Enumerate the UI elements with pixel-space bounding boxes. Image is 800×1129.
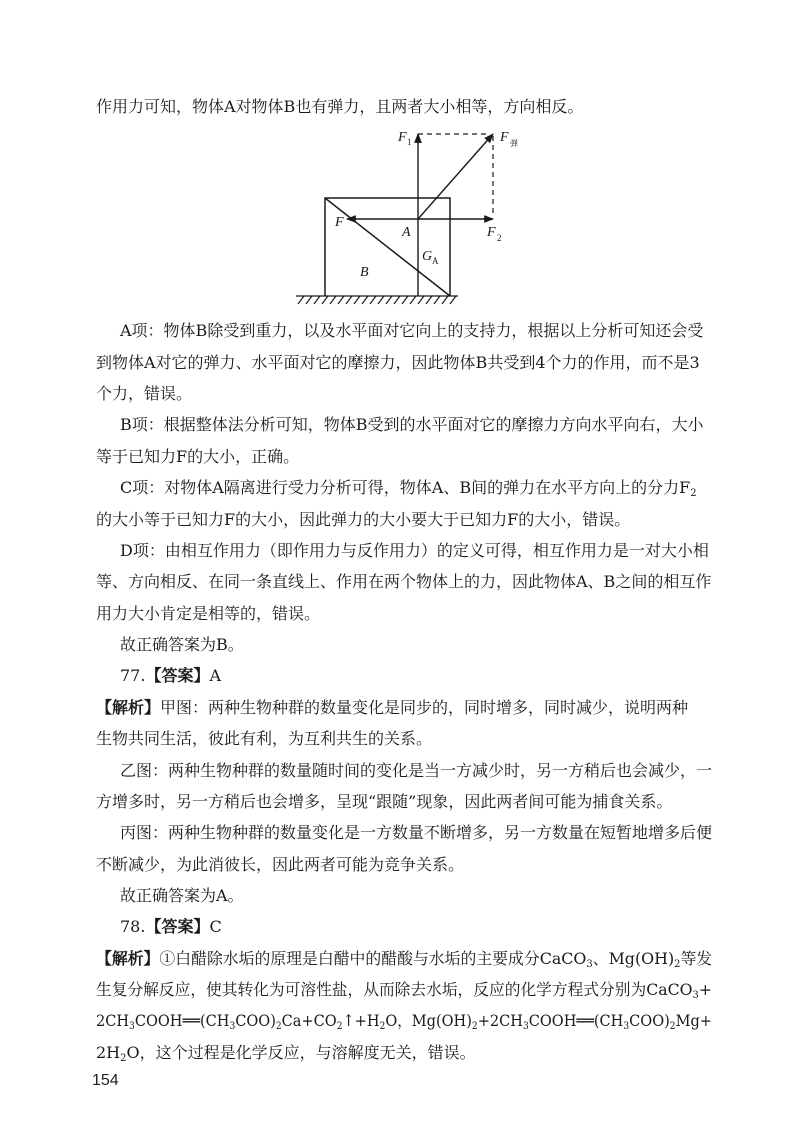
page-number: 154 xyxy=(92,1072,119,1089)
q77-analysis-line1: 【解析】甲图：两种生物种群的数量变化是同步的，同时增多，同时减少，说明两种 xyxy=(96,698,689,717)
label-ga-sub: A xyxy=(432,256,439,266)
q76-conclusion: 故正确答案为B。 xyxy=(120,635,244,654)
label-f1: F xyxy=(398,130,407,145)
q76-option-d-line2: 等、方向相反、在同一条直线上、作用在两个物体上的力，因此物体A、B之间的相互作 xyxy=(96,572,712,591)
q76-option-c-line1: C项：对物体A隔离进行受力分析可得，物体A、B间的弹力在水平方向上的分力$F_2$ xyxy=(120,478,697,499)
q78-analysis-line2: 生复分解反应，使其转化为可溶性盐，从而除去水垢，反应的化学方程式分别为CaCO$_3$+ xyxy=(96,980,712,1001)
q76-option-d-line1: D项：由相互作用力（即作用力与反作用力）的定义可得，相互作用力是一对大小相 xyxy=(120,541,709,560)
q76-option-c-line2: 的大小等于已知力F的大小，因此弹力的大小要大于已知力F的大小，错误。 xyxy=(96,510,631,529)
q78-analysis-line1: 【解析】①白醋除水垢的原理是白醋中的醋酸与水垢的主要成分CaCO$_3$、$Mg(OH)_2$等发 xyxy=(96,949,713,970)
q77-analysis-line2: 生物共同生活，彼此有利，为互利共生的关系。 xyxy=(96,729,433,748)
q77-yi-line2: 方增多时，另一方稍后也会增多，呈现“跟随”现象，因此两者间可能为捕食关系。 xyxy=(96,792,673,811)
q76-option-a-line1: A项：物体B除受到重力，以及水平面对它向上的支持力，根据以上分析可知还会受 xyxy=(120,321,704,340)
label-f1-sub: 1 xyxy=(407,137,412,147)
q76-option-a-line3: 个力，错误。 xyxy=(96,384,193,403)
force-spring-arrow xyxy=(418,134,493,219)
q77-answer-line: 77.【答案】A xyxy=(120,666,222,685)
label-ga: G xyxy=(422,249,433,264)
label-fspring-sub: 弹 xyxy=(510,139,518,148)
q77-yi-line1: 乙图：两种生物种群的数量随时间的变化是当一方减少时，另一方稍后也会减少，一 xyxy=(120,761,713,780)
label-f2: F xyxy=(487,225,496,240)
q76-option-b-line1: B项：根据整体法分析可知，物体B受到的水平面对它的摩擦力方向水平向右，大小 xyxy=(120,415,704,434)
intro-text: 作用力可知，物体A对物体B也有弹力，且两者大小相等，方向相反。 xyxy=(96,97,584,116)
label-a: A xyxy=(402,225,411,240)
label-b: B xyxy=(360,265,369,280)
q78-analysis-line3: $2CH_3COOH══(CH_3COO)_2Ca+CO_2↑+H_2O$，$Mg(OH)_2+2CH_3COOH══(CH_3COO)_2Mg+$ xyxy=(96,1011,712,1032)
label-f2-sub: 2 xyxy=(497,233,502,243)
q77-bing-line1: 丙图：两种生物种群的数量变化是一方数量不断增多，另一方数量在短暂地增多后便 xyxy=(120,823,713,842)
q76-option-b-line2: 等于已知力F的大小，正确。 xyxy=(96,447,300,466)
label-f: F xyxy=(335,215,344,230)
block-a-hypotenuse xyxy=(325,198,450,296)
q77-conclusion: 故正确答案为A。 xyxy=(120,886,244,905)
ground-hatch xyxy=(296,296,458,304)
q76-option-d-line3: 用力大小肯定是相等的，错误。 xyxy=(96,604,321,623)
q77-bing-line2: 不断减少，为此消彼长，因此两者可能为竞争关系。 xyxy=(96,855,465,874)
label-fspring: F xyxy=(500,130,509,145)
q78-analysis-line4: $2H_2O$，这个过程是化学反应，与溶解度无关，错误。 xyxy=(96,1043,476,1064)
q76-option-a-line2: 到物体A对它的弹力、水平面对它的摩擦力，因此物体B共受到4个力的作用，而不是3 xyxy=(96,353,700,372)
q78-answer-line: 78.【答案】C xyxy=(120,917,222,936)
